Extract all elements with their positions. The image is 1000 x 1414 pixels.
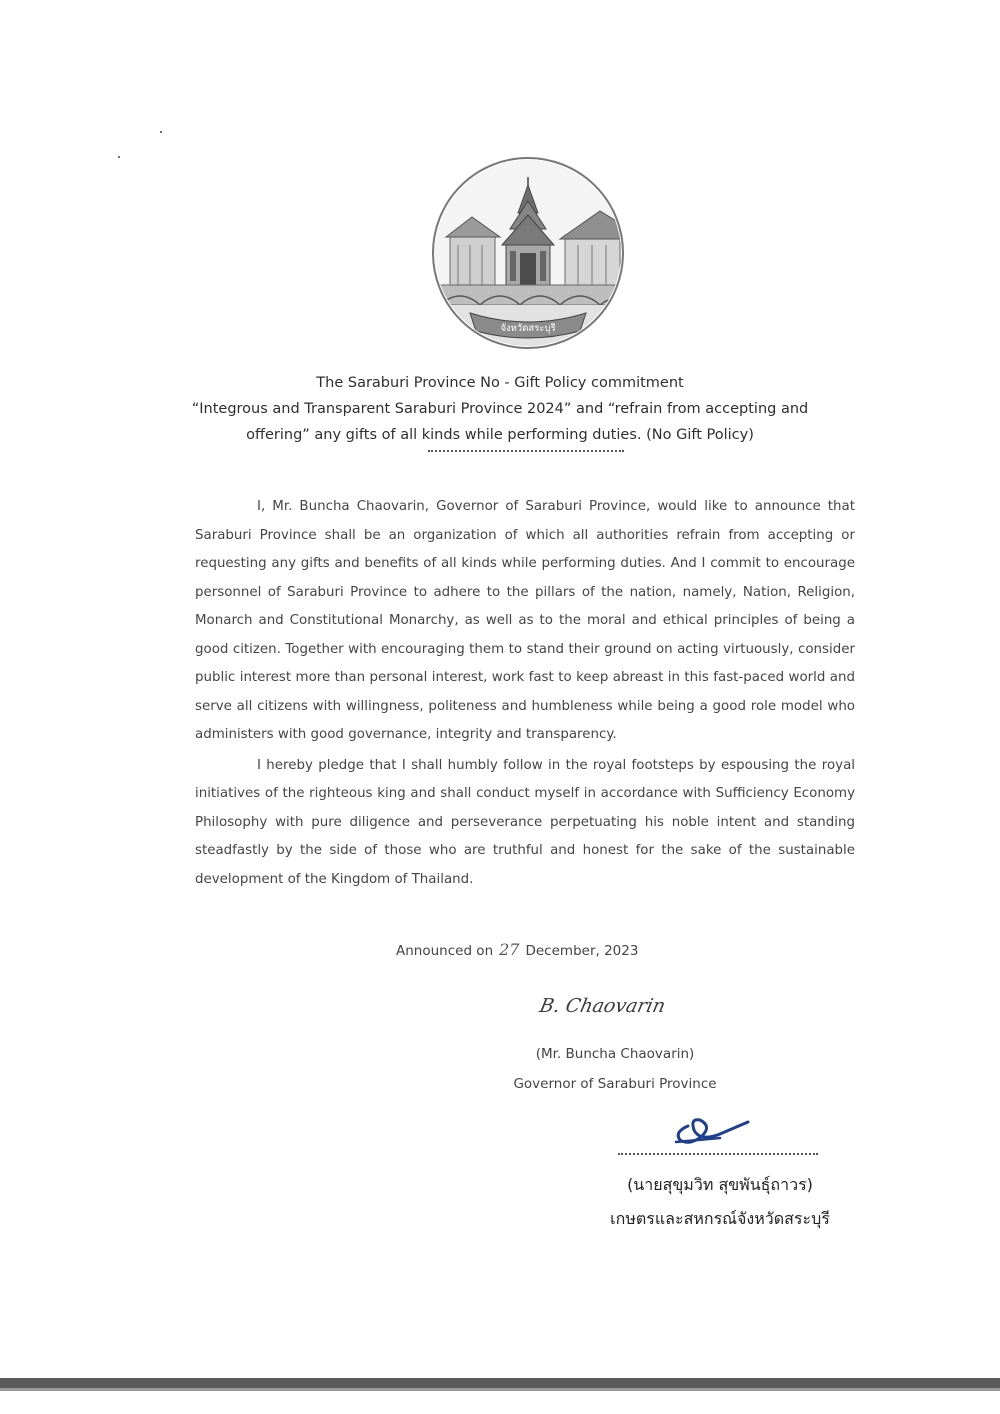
announcement-day: 27 [499,940,520,959]
certifier-signature [660,1108,760,1150]
body-paragraph-1: I, Mr. Buncha Chaovarin, Governor of Saraburi Province, would like to announce that Saraburi Province shall be an organization of which all authorities refrain from accepting or requesting any gifts and benefits of all kinds while performing duties. And I commit to encourage personnel of Saraburi Province to adhere to the pillars of the nation, namely, Nation, Religion, Monarch and Constitutional Monarchy, as well as to the moral and ethical principles of being a good citizen. Together with encouraging them to stand their ground on acting virtuously, consider public interest more than personal interest, work fast to keep abreast in this fast-paced world and serve all citizens with willingness, politeness and humbleness while being a good role model who administers with good governance, integrity and transparency. [195,499,855,742]
seal-label: จังหวัดสระบุรี [500,323,556,334]
governor-title: Governor of Saraburi Province [513,1076,717,1092]
certifier-title: เกษตรและสหกรณ์จังหวัดสระบุรี [610,1209,830,1228]
document-body [195,493,855,894]
title-line-2: “Integrous and Transparent Saraburi Province 2024” and “refrain from accepting and [191,401,809,417]
announcement-prefix: Announced on [396,943,494,959]
certifier-dotted-line [618,1153,818,1155]
announcement-date [396,940,638,959]
title-dotted-divider [428,450,624,452]
scan-speck [118,156,120,158]
title-line-1: The Saraburi Province No - Gift Policy commitment [316,375,684,391]
scan-bottom-edge [0,1378,1000,1388]
announcement-month-year: December, 2023 [525,943,639,959]
governor-name: (Mr. Buncha Chaovarin) [535,1046,695,1062]
body-paragraph-2: I hereby pledge that I shall humbly follow in the royal footsteps by espousing the royal initiatives of the righteous king and shall conduct myself in accordance with Sufficiency Economy Philosophy with pure diligence and perseverance perpetuating his noble intent and standing steadfastly by the side of those who are truthful and honest for the sake of the sustainable development of the Kingdom of Thailand. [195,757,855,887]
certifier-name: (นายสุขุมวิท สุขพันธุ์ถาวร) [627,1175,813,1194]
scan-speck [160,131,162,133]
governor-signature [538,995,698,1035]
governor-signature-text: B. Chaovarin [537,995,668,1017]
document-title [150,370,850,448]
title-line-3: offering” any gifts of all kinds while performing duties. (No Gift Policy) [246,427,754,443]
saraburi-province-seal [430,155,626,351]
scan-bottom-edge-shadow [0,1388,1000,1391]
